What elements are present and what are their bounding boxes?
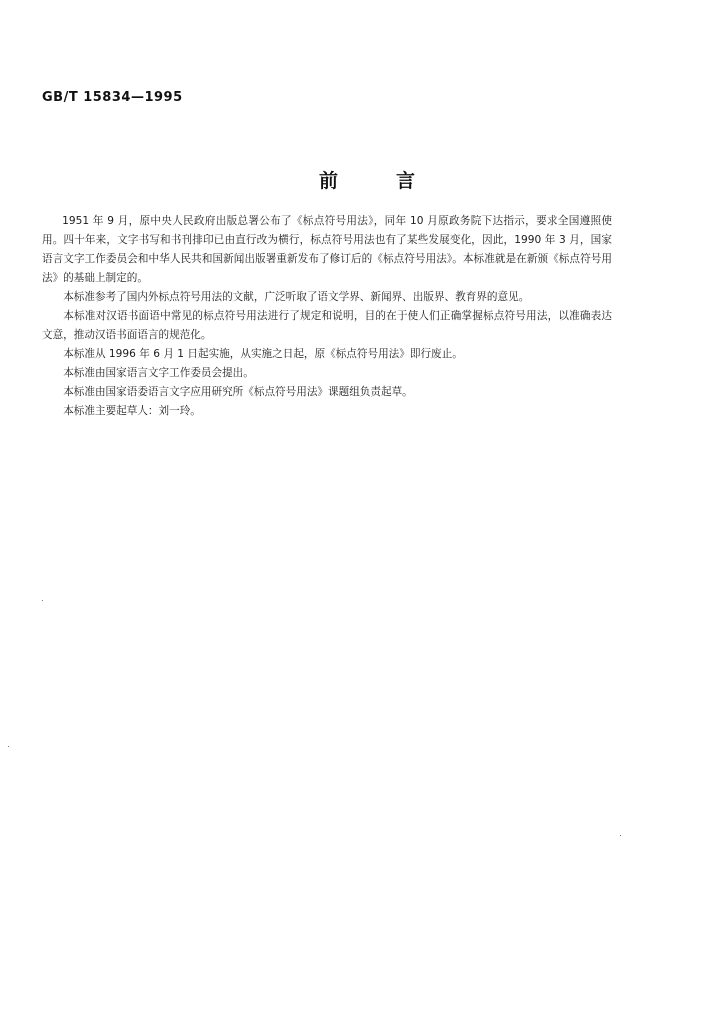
foreword-paragraph-2: 本标准参考了国内外标点符号用法的文献，广泛听取了语文学界、新闻界、出版界、教育界的意见。 <box>63 291 530 303</box>
foreword-body <box>42 212 612 421</box>
foreword-paragraph-5: 本标准由国家语言文字工作委员会提出。 <box>63 367 254 379</box>
foreword-paragraph-6: 本标准由国家语委语言文字应用研究所《标点符号用法》课题组负责起草。 <box>63 386 413 398</box>
scan-speck <box>8 746 9 747</box>
standard-code-header: GB/T 15834—1995 <box>42 90 183 105</box>
scan-speck <box>620 835 621 836</box>
page-title: 前言 <box>318 170 473 192</box>
foreword-paragraph-3: 本标准对汉语书面语中常见的标点符号用法进行了规定和说明，目的在于使人们正确掌握标点符号用法，以准确表达文意，推动汉语书面语言的规范化。 <box>42 310 612 341</box>
foreword-paragraph-1: 1951 年 9 月，原中央人民政府出版总署公布了《标点符号用法》，同年 10 月原政务院下达指示，要求全国遵照使用。四十年来，文字书写和书刊排印已由直行改为横行，标点符号用法也有了某些发展变化，因此，1990 年 3 月，国家语言文字工作委员会和中华人民共和国新闻出版署重新发布了修订后的《标点符号用法》。本标准就是在新颁《标点符号用法》的基础上制定的。 <box>42 215 612 284</box>
foreword-paragraph-7: 本标准主要起草人：刘一玲。 <box>63 405 201 417</box>
foreword-paragraph-4: 本标准从 1996 年 6 月 1 日起实施，从实施之日起，原《标点符号用法》即行废止。 <box>63 348 463 360</box>
scan-speck <box>42 600 43 601</box>
